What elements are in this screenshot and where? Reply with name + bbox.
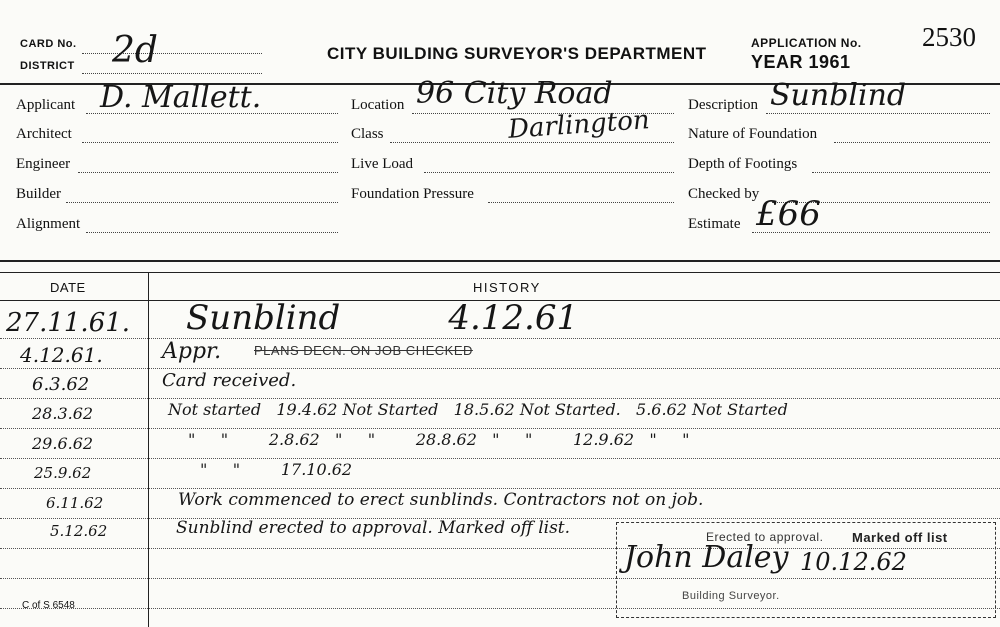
live-load-label: Live Load — [351, 156, 414, 172]
depth-of-footings-label: Depth of Footings — [688, 156, 798, 172]
row-line — [0, 458, 1000, 459]
row-5-history: " " 2.8.62 " " 28.8.62 " " 12.9.62 " " — [188, 430, 690, 449]
alignment-line — [86, 232, 338, 233]
row-2-date: 4.12.61. — [20, 343, 103, 367]
nature-of-foundation-line — [834, 142, 990, 143]
application-no-label: APPLICATION No. — [751, 36, 862, 50]
foundation-pressure-line — [488, 202, 674, 203]
row-5-date: 29.6.62 — [32, 434, 94, 453]
applicant-value: D. Mallett. — [100, 80, 262, 115]
row-line — [0, 368, 1000, 369]
stamp-date: 10.12.62 — [800, 548, 907, 576]
row-1-history: Sunblind 4.12.61 — [186, 298, 579, 338]
card-no-line — [82, 53, 262, 54]
card-no-value: 2d — [112, 30, 158, 71]
location-label: Location — [351, 97, 405, 113]
row-line — [0, 428, 1000, 429]
row-6-date: 25.9.62 — [34, 464, 92, 482]
engineer-label: Engineer — [16, 156, 71, 172]
applicant-label: Applicant — [16, 97, 76, 113]
description-value: Sunblind — [770, 78, 907, 113]
district-line — [82, 73, 262, 74]
foundation-pressure-label: Foundation Pressure — [351, 186, 474, 202]
estimate-label: Estimate — [688, 216, 741, 232]
row-7-history: Work commenced to erect sunblinds. Contractors not on job. — [178, 490, 704, 510]
date-column-divider — [148, 273, 149, 627]
row-8-date: 5.12.62 — [50, 522, 108, 540]
application-no-value: 2530 — [922, 22, 976, 52]
location-value-line1: 96 City Road — [416, 76, 613, 111]
row-4-date: 28.3.62 — [32, 404, 94, 423]
description-label: Description — [688, 97, 758, 113]
description-line — [766, 113, 990, 114]
class-label: Class — [351, 126, 384, 142]
form-code: C of S 6548 — [22, 600, 75, 611]
department-title: CITY BUILDING SURVEYOR'S DEPARTMENT — [327, 44, 707, 63]
stamp-signature: John Daley — [624, 540, 789, 575]
date-header: DATE — [50, 280, 86, 295]
architect-label: Architect — [16, 126, 72, 142]
row-3-date: 6.3.62 — [32, 374, 90, 395]
nature-of-foundation-label: Nature of Foundation — [688, 126, 818, 142]
row-7-date: 6.11.62 — [46, 494, 104, 512]
row-line — [0, 398, 1000, 399]
live-load-line — [424, 172, 674, 173]
checked-by-label: Checked by — [688, 186, 760, 202]
row-8-history: Sunblind erected to approval. Marked off list. — [176, 518, 571, 538]
alignment-label: Alignment — [16, 216, 81, 232]
table-top-rule — [0, 260, 1000, 262]
stamp-text-left: Erected to approval. — [706, 530, 824, 544]
depth-of-footings-line — [812, 172, 990, 173]
row-1-date: 27.11.61. — [6, 308, 131, 338]
builder-line — [66, 202, 338, 203]
history-header: HISTORY — [473, 280, 541, 295]
table-top-rule-2 — [0, 272, 1000, 273]
district-label: DISTRICT — [20, 60, 75, 72]
card-no-label: CARD No. — [20, 38, 77, 50]
builder-label: Builder — [16, 186, 61, 202]
row-6-history: " " 17.10.62 — [200, 460, 353, 479]
year-label: YEAR 1961 — [751, 52, 851, 72]
engineer-line — [78, 172, 338, 173]
row-4-history: Not started 19.4.62 Not Started 18.5.62 Not Started. 5.6.62 Not Started — [168, 400, 788, 419]
stamp-bottom-text: Building Surveyor. — [682, 590, 780, 602]
class-line — [390, 142, 674, 143]
row-2-history: Appr. — [162, 339, 222, 364]
row-2-printed-struck: PLANS DECN. ON JOB CHECKED — [254, 343, 473, 358]
row-3-history: Card received. — [162, 370, 297, 391]
row-line — [0, 488, 1000, 489]
estimate-value: £66 — [756, 194, 821, 234]
row-line — [0, 338, 1000, 339]
architect-line — [82, 142, 338, 143]
stamp-text-right: Marked off list — [852, 530, 948, 545]
location-value-line2: Darlington — [507, 105, 651, 145]
